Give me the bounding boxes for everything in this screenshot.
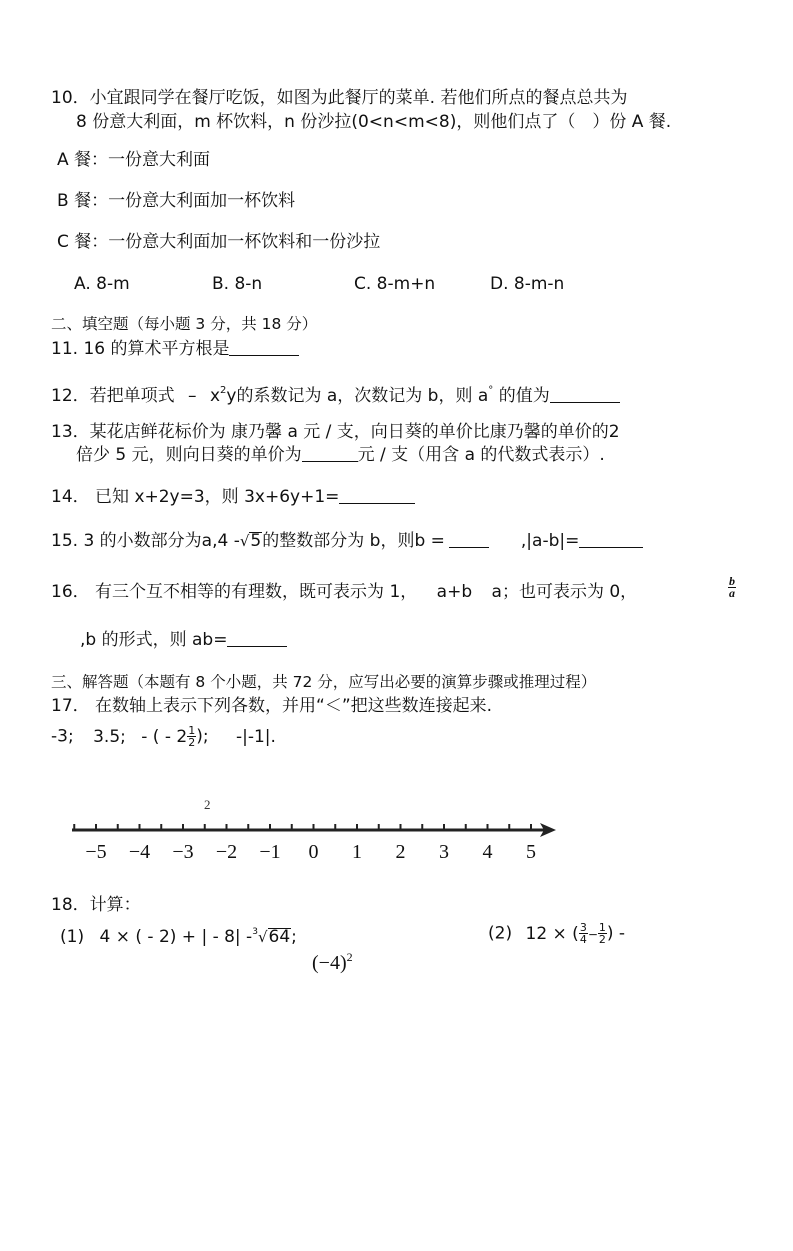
q17-n3-pre: - ( - 2 xyxy=(141,726,188,747)
q15-four: 4 - xyxy=(217,531,240,551)
axis-label: −2 xyxy=(215,841,238,863)
q18-p2-f2-den: 2 xyxy=(598,933,606,946)
axis-label: 4 xyxy=(482,841,493,863)
q12-blank xyxy=(550,386,620,403)
q15 xyxy=(51,531,643,551)
q16-aplusb: a+b xyxy=(436,582,473,602)
q12-exp: 2 xyxy=(220,385,227,396)
q15-blank-abs xyxy=(579,531,643,548)
q10-line2: 8 份意大利面，m 杯饮料，n 份沙拉(0<n<m<8)，则他们点了（ ）份 A 餐. xyxy=(76,112,672,132)
q15-radicand: 5 xyxy=(250,531,262,551)
stray-mark: 2 xyxy=(204,797,211,812)
q18-p1-label: (1) xyxy=(60,927,85,947)
q12-minus: – xyxy=(188,386,197,406)
q11-blank xyxy=(229,339,299,356)
q18-p2-f1-den: 4 xyxy=(579,933,587,946)
q13-line1: 13．某花店鲜花标价为 康乃馨 a 元 / 支，向日葵的单价比康乃馨的单价的2 xyxy=(51,422,620,442)
q10-option-a: A. 8-m xyxy=(74,274,130,294)
axis-label: −3 xyxy=(172,841,194,863)
q10-menu-a: A 餐：一份意大利面 xyxy=(57,150,211,170)
q12 xyxy=(51,381,620,406)
q16-line2 xyxy=(80,630,287,650)
q12-post2: 的值为 xyxy=(493,386,550,406)
q18-p2-pre: 12 × ( xyxy=(525,923,579,944)
axis-label: −5 xyxy=(85,841,107,863)
q13-blank xyxy=(302,445,358,462)
q14 xyxy=(51,487,415,507)
q16-line2b: b 的形式，则 ab= xyxy=(85,630,228,650)
cube-root-icon: √ xyxy=(257,928,268,946)
q13-line2b: 元 / 支（用含 a 的代数式表示）. xyxy=(357,445,605,465)
q18-p1-index: 3 xyxy=(252,927,258,937)
q13-line2 xyxy=(76,445,605,465)
q12-y: y xyxy=(226,386,237,406)
q10-option-d: D. 8-m-n xyxy=(490,274,565,294)
q15-b: b = xyxy=(414,531,445,551)
q15-abs: ,|a-b|= xyxy=(520,531,580,551)
q17-n3-post: ); xyxy=(196,726,209,747)
q15-pre: 15. 3 的小数部分为 xyxy=(51,531,202,551)
q18-part2 xyxy=(488,922,625,945)
q18-p2-frac1 xyxy=(579,922,588,945)
q17-text: 17． 在数轴上表示下列各数，并用“＜”把这些数连接起来. xyxy=(51,696,493,716)
q15-blank-b xyxy=(449,531,489,548)
q16-frac-num: b xyxy=(729,574,735,588)
q14-blank xyxy=(339,487,415,504)
q10-line1: 10．小宜跟同学在餐厅吃饭，如图为此餐厅的菜单. 若他们所点的餐点总共为 xyxy=(51,88,628,108)
q18-p1-expr: 4 × ( - 2) + | - 8| - xyxy=(99,927,253,947)
q18-p2-label: (2) xyxy=(488,923,513,944)
q17-numbers xyxy=(51,725,276,748)
q16-line1 xyxy=(51,582,637,602)
q18-p2-f2-num: 1 xyxy=(598,921,606,934)
q16-blank xyxy=(227,630,287,647)
q10-menu-c: C 餐：一份意大利面加一杯饮料和一份沙拉 xyxy=(57,232,381,252)
q16-fraction xyxy=(728,576,736,599)
q12-degree: ° xyxy=(488,385,494,396)
q17-n1: -3; xyxy=(51,726,74,747)
q18-p2-power-base: (−4) xyxy=(312,952,347,974)
q13-line2a: 倍少 5 元，则向日葵的单价为 xyxy=(76,445,302,465)
axis-label: −1 xyxy=(259,841,281,863)
q17-n3-num: 1 xyxy=(188,724,196,737)
sqrt-icon: √ xyxy=(239,532,250,550)
q10-option-c: C. 8-m+n xyxy=(354,274,436,294)
q17-n3-den: 2 xyxy=(188,736,196,749)
q12-pre: 12．若把单项式 xyxy=(51,386,175,406)
q18-p2-frac2 xyxy=(598,922,607,945)
axis-label: 2 xyxy=(395,841,406,863)
q12-x: x xyxy=(209,386,221,406)
number-line xyxy=(66,796,566,864)
q14-text: 14． 已知 x+2y=3，则 3x+6y+1= xyxy=(51,487,340,507)
axis-label: 5 xyxy=(526,841,536,863)
q15-mid: 的整数部分为 b，则 xyxy=(262,531,415,551)
q12-post: 的系数记为 a，次数记为 b，则 a xyxy=(236,386,489,406)
q18-p2-f1-num: 3 xyxy=(579,921,587,934)
q16-text: 16． 有三个互不相等的有理数，既可表示为 1， xyxy=(51,582,418,602)
q15-a: a, xyxy=(201,531,218,551)
q10-menu-b: B 餐：一份意大利面加一杯饮料 xyxy=(57,191,296,211)
q16-comma: , xyxy=(80,630,86,650)
q18-p2-power-exp: 2 xyxy=(346,950,353,964)
q17-n3-fraction xyxy=(187,725,196,748)
q10-option-b: B. 8-n xyxy=(212,274,263,294)
axis-label: 0 xyxy=(308,841,319,863)
q18-p2-power xyxy=(312,945,353,975)
q11 xyxy=(51,339,299,359)
q18-part1 xyxy=(60,922,297,947)
section2-heading: 二、填空题（每小题 3 分，共 18 分） xyxy=(51,315,318,333)
q18-p2-post: ) - xyxy=(606,923,626,944)
q11-text: 11. 16 的算术平方根是 xyxy=(51,339,230,359)
q18-p1-end: ; xyxy=(291,927,297,947)
q17-n4: -|-1|. xyxy=(235,726,276,747)
q17-n2: 3.5; xyxy=(93,726,126,747)
axis-label: 3 xyxy=(439,841,449,863)
q16-a: a；也可表示为 0， xyxy=(491,582,638,602)
q18-p2-minus: − xyxy=(587,927,598,942)
axis-label: −4 xyxy=(128,841,151,863)
axis-label: 1 xyxy=(352,841,362,863)
q18-p1-radicand: 64 xyxy=(268,927,291,947)
q16-frac-den: a xyxy=(729,586,735,600)
q18-title: 18．计算： xyxy=(51,895,141,915)
section3-heading: 三、解答题（本题有 8 个小题，共 72 分，应写出必要的演算步骤或推理过程） xyxy=(51,673,597,691)
